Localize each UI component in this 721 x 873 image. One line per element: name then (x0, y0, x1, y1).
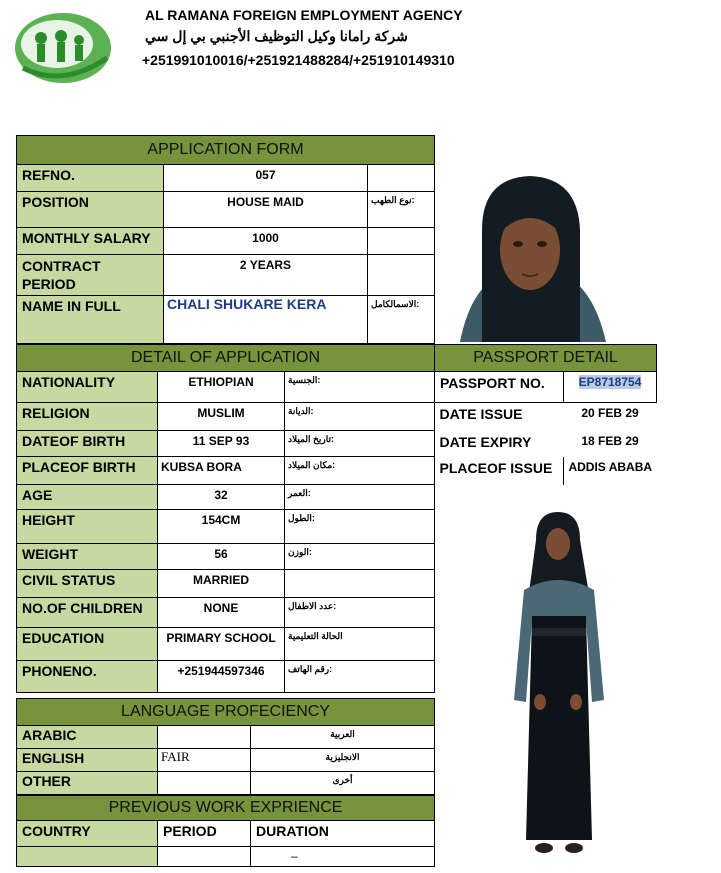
age-value: 32 (158, 485, 285, 510)
other-value (158, 772, 251, 795)
application-form-title: APPLICATION FORM (17, 136, 435, 165)
pob-arabic: :مكان الميلاد (285, 457, 435, 485)
date-expiry-label: DATE EXPIRY (439, 433, 532, 450)
work-row-duration (251, 847, 435, 867)
contract-extra (368, 255, 435, 296)
place-issue-label: PLACEOF ISSUE (439, 459, 553, 476)
height-arabic: :الطول (285, 510, 435, 544)
education-label: EDUCATION (17, 628, 158, 661)
refno-value: 057 (164, 165, 368, 192)
passport-no-text: EP8718754 (578, 375, 642, 389)
place-issue-value: ADDIS ABABA (564, 457, 657, 485)
work-row-mark: – (291, 849, 298, 863)
agency-logo (11, 8, 115, 86)
work-title: PREVIOUS WORK EXPRIENCE (17, 796, 435, 821)
name-label: NAME IN FULL (17, 296, 164, 344)
nationality-value: ETHIOPIAN (158, 372, 285, 403)
position-arabic: :نوع الطهب (368, 192, 435, 228)
age-arabic: :العمر (285, 485, 435, 510)
arabic-label: ARABIC (17, 726, 158, 749)
application-form-table (16, 135, 435, 344)
position-label: POSITION (17, 192, 164, 228)
detail-table (16, 344, 435, 693)
duration-header: DURATION (251, 821, 435, 847)
agency-name-arabic: شركة رامانا وكيل التوظيف الأجنبي بي إل سي (145, 28, 408, 44)
refno-extra (368, 165, 435, 192)
religion-arabic: :الديانة (285, 403, 435, 431)
passport-no-label: PASSPORT NO. (435, 372, 564, 403)
english-value: FAIR (158, 749, 251, 772)
pob-label: PLACEOF BIRTH (17, 457, 158, 485)
weight-value: 56 (158, 544, 285, 570)
height-value: 154CM (158, 510, 285, 544)
religion-label: RELIGION (17, 403, 158, 431)
date-expiry-value: 18 FEB 29 (581, 433, 639, 448)
agency-name: AL RAMANA FOREIGN EMPLOYMENT AGENCY (145, 7, 463, 23)
date-issue-value: 20 FEB 29 (581, 406, 639, 420)
arabic-arabic: العربية (251, 726, 435, 749)
country-header: COUNTRY (17, 821, 158, 847)
contract-label: CONTRACT PERIOD (17, 255, 164, 296)
children-value: NONE (158, 598, 285, 628)
pob-value: KUBSA BORA (158, 457, 285, 485)
weight-label: WEIGHT (17, 544, 158, 570)
name-value: CHALI SHUKARE KERA (164, 296, 368, 344)
phone-arabic: :رقم الهاتف (285, 661, 435, 693)
language-table (16, 698, 435, 795)
name-arabic: :الاسمالكامل (368, 296, 435, 344)
children-label: NO.OF CHILDREN (17, 598, 158, 628)
period-header: PERIOD (158, 821, 251, 847)
passport-no-value (564, 372, 657, 403)
full-body-photo (510, 510, 608, 862)
height-label: HEIGHT (17, 510, 158, 544)
dob-arabic: :تاريخ الميلاد (285, 431, 435, 457)
work-row-period (158, 847, 251, 867)
salary-label: MONTHLY SALARY (17, 228, 164, 255)
education-value: PRIMARY SCHOOL (158, 628, 285, 661)
other-label: OTHER (17, 772, 158, 795)
language-title: LANGUAGE PROFECIENCY (17, 699, 435, 726)
civil-status-label: CIVIL STATUS (17, 570, 158, 598)
work-table (16, 795, 435, 867)
english-label: ENGLISH (17, 749, 158, 772)
portrait-photo (452, 170, 610, 342)
passport-title: PASSPORT DETAIL (435, 345, 657, 372)
salary-extra (368, 228, 435, 255)
phone-value: +251944597346 (158, 661, 285, 693)
nationality-label: NATIONALITY (17, 372, 158, 403)
salary-value: 1000 (164, 228, 368, 255)
date-issue-label: DATE ISSUE (439, 406, 523, 422)
civil-status-value: MARRIED (158, 570, 285, 598)
agency-phones: +251991010016/+251921488284/+251910149310 (142, 52, 455, 68)
other-arabic: أخرى (251, 772, 435, 795)
civil-status-arabic (285, 570, 435, 598)
position-value: HOUSE MAID (164, 192, 368, 228)
detail-title: DETAIL OF APPLICATION (17, 345, 435, 372)
phone-label: PHONENO. (17, 661, 158, 693)
religion-value: MUSLIM (158, 403, 285, 431)
contract-value: 2 YEARS (164, 255, 368, 296)
dob-value: 11 SEP 93 (158, 431, 285, 457)
english-arabic: الانجليزية (251, 749, 435, 772)
refno-label: REFNO. (17, 165, 164, 192)
dob-label: DATEOF BIRTH (17, 431, 158, 457)
work-row-country (17, 847, 158, 867)
weight-arabic: :الوزن (285, 544, 435, 570)
nationality-arabic: :الجنسية (285, 372, 435, 403)
children-arabic: :عدد الاطفال (285, 598, 435, 628)
education-arabic: الحالة التعليمية (285, 628, 435, 661)
age-label: AGE (17, 485, 158, 510)
arabic-value (158, 726, 251, 749)
passport-table (434, 344, 657, 485)
